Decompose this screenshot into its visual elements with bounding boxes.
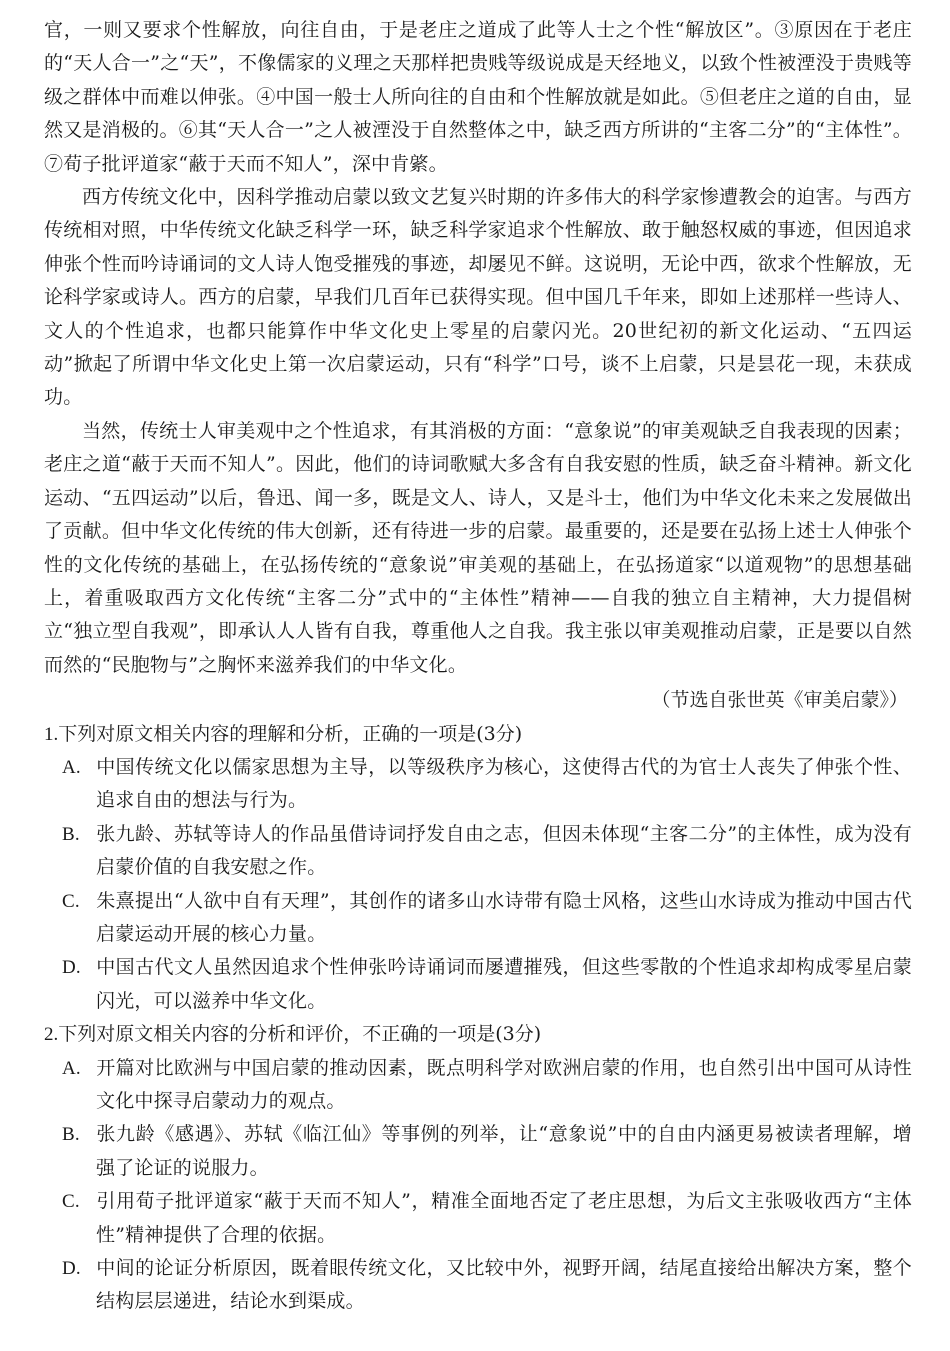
- option-d: [44, 1252, 912, 1319]
- option-letter: D.: [62, 957, 81, 979]
- option-text: 张九龄《感遇》、苏轼《临江仙》等事例的列举，让“意象说”中的自由内涵更易被读者理解，增强了论证的说服力。: [96, 1123, 912, 1179]
- option-letter: A.: [62, 756, 81, 778]
- question-1: [44, 718, 912, 1019]
- exam-page: [44, 18, 912, 1319]
- option-letter: B.: [62, 823, 80, 845]
- question-number: 2.: [44, 1024, 59, 1046]
- option-a: [44, 1052, 912, 1119]
- option-text: 引用荀子批评道家“蔽于天而不知人”，精准全面地否定了老庄思想，为后文主张吸收西方“主体性”精神提供了合理的依据。: [96, 1190, 912, 1246]
- option-b: [44, 818, 912, 885]
- option-letter: A.: [62, 1057, 81, 1079]
- passage-paragraph-2: 西方传统文化中，因科学推动启蒙以致文艺复兴时期的许多伟大的科学家惨遭教会的迫害。与西方传统相对照，中华传统文化缺乏科学一环，缺乏科学家追求个性解放、敢于触怒权威的事迹，但因追求伸张个性而吟诗诵词的文人诗人饱受摧残的事迹，却屡见不鲜。这说明，无论中西，欲求个性解放，无论科学家或诗人。西方的启蒙，早我们几百年已获得实现。但中国几千年来，即如上述那样一些诗人、文人的个性追求，也都只能算作中华文化史上零星的启蒙闪光。20世纪初的新文化运动、“五四运动”掀起了所谓中华文化史上第一次启蒙运动，只有“科学”口号，谈不上启蒙，只是昙花一现，未获成功。: [44, 186, 912, 409]
- option-text: 朱熹提出“人欲中自有天理”，其创作的诸多山水诗带有隐士风格，这些山水诗成为推动中国古代启蒙运动开展的核心力量。: [96, 889, 912, 945]
- option-text: 张九龄、苏轼等诗人的作品虽借诗词抒发自由之志，但因未体现“主客二分”的主体性，成为没有启蒙价值的自我安慰之作。: [96, 822, 912, 879]
- question-number: 1.: [44, 723, 59, 745]
- option-c: [44, 1185, 912, 1252]
- option-letter: C.: [62, 1191, 80, 1213]
- passage-source: （节选自张世英《审美启蒙》）: [651, 689, 908, 712]
- option-b: [44, 1118, 912, 1185]
- option-letter: B.: [62, 1124, 80, 1146]
- question-text: 下列对原文相关内容的分析和评价，不正确的一项是(3分): [58, 1023, 542, 1046]
- question-stem: [44, 1018, 912, 1051]
- option-text: 中国传统文化以儒家思想为主导，以等级秩序为核心，这使得古代的为官士人丧失了伸张个性、追求自由的想法与行为。: [96, 755, 912, 812]
- option-letter: D.: [62, 1258, 81, 1280]
- passage-paragraph-1: 官，一则又要求个性解放，向往自由，于是老庄之道成了此等人士之个性“解放区”。③原因在于老庄的“天人合一”之“天”，不像儒家的义理之天那样把贵贱等级说成是天经地义，以致个性被湮没于贵贱等级之群体中而难以伸张。④中国一般士人所向往的自由和个性解放就是如此。⑤但老庄之道的自由，显然又是消极的。⑥其“天人合一”之人被湮没于自然整体之中，缺乏西方所讲的“主客二分”的“主体性”。⑦荀子批评道家“蔽于天而不知人”，深中肯綮。: [44, 19, 912, 175]
- reading-passage: [44, 14, 912, 718]
- option-d: [44, 951, 912, 1018]
- option-c: [44, 885, 912, 952]
- passage-paragraph-3: 当然，传统士人审美观中之个性追求，有其消极的方面：“意象说”的审美观缺乏自我表现的因素；老庄之道“蔽于天而不知人”。因此，他们的诗词歌赋大多含有自我安慰的性质，缺乏奋斗精神。新文化运动、“五四运动”以后，鲁迅、闻一多，既是文人、诗人，又是斗士，他们为中华文化未来之发展做出了贡献。但中华文化传统的伟大创新，还有待进一步的启蒙。最重要的，还是要在弘扬上述士人伸张个性的文化传统的基础上，在弘扬传统的“意象说”审美观的基础上，在弘扬道家“以道观物”的思想基础上，着重吸取西方文化传统“主客二分”式中的“主体性”精神——自我的独立自主精神，大力提倡树立“独立型自我观”，即承认人人皆有自我，尊重他人之自我。我主张以审美观推动启蒙，正是要以自然而然的“民胞物与”之胸怀来滋养我们的中华文化。: [44, 419, 912, 676]
- question-stem: [44, 718, 912, 751]
- question-2: [44, 1018, 912, 1319]
- option-text: 中间的论证分析原因，既着眼传统文化，又比较中外，视野开阔，结尾直接给出解决方案，整个结构层层递进，结论水到渠成。: [96, 1257, 912, 1313]
- question-text: 下列对原文相关内容的理解和分析，正确的一项是(3分): [58, 722, 523, 745]
- option-letter: C.: [62, 890, 80, 912]
- option-text: 中国古代文人虽然因追求个性伸张吟诗诵词而屡遭摧残，但这些零散的个性追求却构成零星启蒙闪光，可以滋养中华文化。: [96, 956, 912, 1012]
- option-a: [44, 751, 912, 818]
- option-text: 开篇对比欧洲与中国启蒙的推动因素，既点明科学对欧洲启蒙的作用，也自然引出中国可从诗性文化中探寻启蒙动力的观点。: [96, 1056, 912, 1112]
